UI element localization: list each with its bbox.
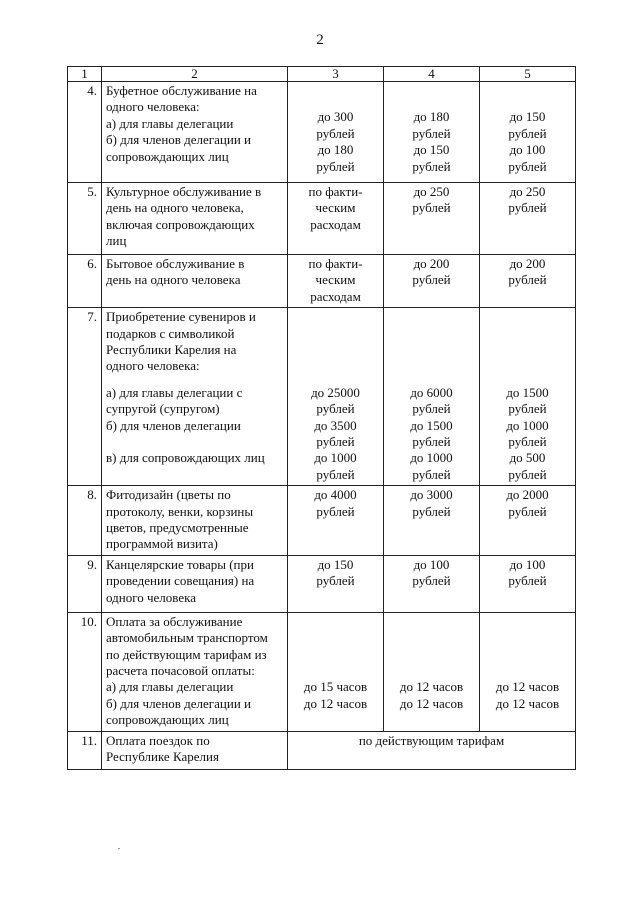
row-value-col-4: до 200 рублей — [384, 255, 480, 308]
row-merged-value: по действующим тарифам — [288, 731, 576, 769]
row-value-col-5: до 1500 рублей до 1000 рублей до 500 рублей — [480, 308, 576, 486]
row-value-col-3: до 15 часов до 12 часов — [288, 612, 384, 731]
row-value-col-5: до 12 часов до 12 часов — [480, 612, 576, 731]
row-value-col-5: до 2000 рублей — [480, 486, 576, 556]
table-row — [68, 731, 576, 769]
row-number: 4. — [68, 82, 102, 183]
table-row — [68, 255, 576, 308]
row-description: Оплата поездок по Республике Карелия — [102, 731, 288, 769]
row-value-col-4: до 180 рублей до 150 рублей — [384, 82, 480, 183]
row-value-col-3: до 150 рублей — [288, 555, 384, 612]
row-value-col-3: до 4000 рублей — [288, 486, 384, 556]
header-col-1: 1 — [68, 67, 102, 82]
row-number: 8. — [68, 486, 102, 556]
row-description: Канцелярские товары (при проведении совещания) на одного человека — [102, 555, 288, 612]
scan-speck — [118, 848, 120, 849]
row-number: 11. — [68, 731, 102, 769]
row-description: Фитодизайн (цветы по протоколу, венки, корзины цветов, предусмотренные программой визита) — [102, 486, 288, 556]
row-description: Бытовое обслуживание в день на одного человека — [102, 255, 288, 308]
row-value-col-3: по факти- ческим расходам — [288, 255, 384, 308]
row-value-col-5: до 200 рублей — [480, 255, 576, 308]
row-value-col-3: до 25000 рублей до 3500 рублей до 1000 рублей — [288, 308, 384, 486]
header-col-5: 5 — [480, 67, 576, 82]
table-row — [68, 82, 576, 183]
table-row — [68, 183, 576, 255]
row-number: 7. — [68, 308, 102, 486]
page-number: 2 — [316, 32, 324, 48]
header-col-2: 2 — [102, 67, 288, 82]
row-description: Культурное обслуживание в день на одного человека, включая сопровождающих лиц — [102, 183, 288, 255]
row-value-col-4: до 12 часов до 12 часов — [384, 612, 480, 731]
table-header-row — [68, 67, 576, 82]
row-number: 5. — [68, 183, 102, 255]
table-row — [68, 612, 576, 731]
expense-norms-table — [67, 66, 576, 770]
row-value-col-5: до 250 рублей — [480, 183, 576, 255]
row-description: Приобретение сувениров и подарков с символикой Республики Карелия на одного человека: а) для главы делегации с супругой (супругом) б) для членов делегации в) для сопровождающих лиц — [102, 308, 288, 486]
table-row — [68, 486, 576, 556]
row-value-col-4: до 250 рублей — [384, 183, 480, 255]
row-number: 10. — [68, 612, 102, 731]
row-value-col-5: до 150 рублей до 100 рублей — [480, 82, 576, 183]
row-number: 6. — [68, 255, 102, 308]
row-description: Буфетное обслуживание на одного человека: а) для главы делегации б) для членов делегации и сопровождающих лиц — [102, 82, 288, 183]
row-value-col-4: до 100 рублей — [384, 555, 480, 612]
row-value-col-5: до 100 рублей — [480, 555, 576, 612]
table-row — [68, 308, 576, 486]
row-value-col-3: по факти- ческим расходам — [288, 183, 384, 255]
row-value-col-4: до 6000 рублей до 1500 рублей до 1000 рублей — [384, 308, 480, 486]
header-col-4: 4 — [384, 67, 480, 82]
table-row — [68, 555, 576, 612]
row-description: Оплата за обслуживание автомобильным транспортом по действующим тарифам из расчета почасовой оплаты: а) для главы делегации б) для членов делегации и сопровождающих лиц — [102, 612, 288, 731]
row-value-col-4: до 3000 рублей — [384, 486, 480, 556]
header-col-3: 3 — [288, 67, 384, 82]
row-number: 9. — [68, 555, 102, 612]
row-value-col-3: до 300 рублей до 180 рублей — [288, 82, 384, 183]
